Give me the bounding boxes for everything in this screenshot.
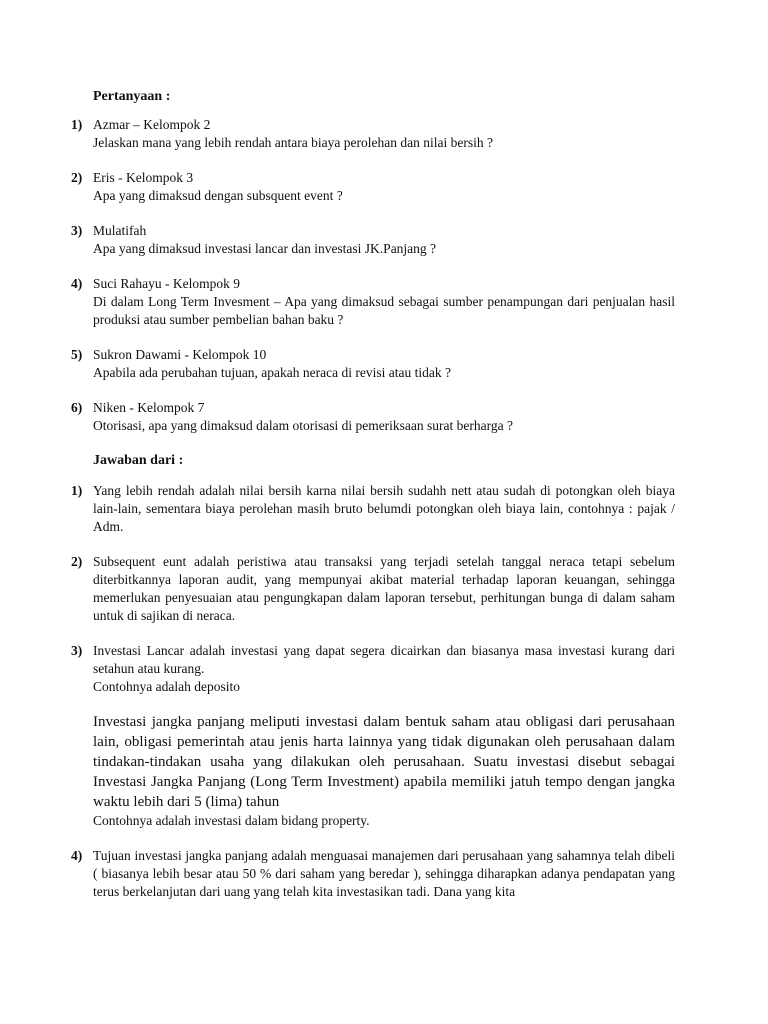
answers-heading: Jawaban dari :	[93, 453, 184, 468]
question-asker: Niken - Kelompok 7	[93, 400, 205, 415]
answer-example: Contohnya adalah investasi dalam bidang property.	[93, 813, 370, 828]
question-item-3	[71, 222, 675, 258]
question-text: Jelaskan mana yang lebih rendah antara biaya perolehan dan nilai bersih ?	[93, 135, 493, 150]
question-text: Otorisasi, apa yang dimaksud dalam otorisasi di pemeriksaan surat berharga ?	[93, 418, 514, 433]
question-number: 2)	[71, 170, 83, 185]
question-body	[93, 116, 675, 152]
answer-item-2	[71, 553, 675, 625]
question-body	[93, 275, 675, 329]
question-asker: Sukron Dawami - Kelompok 10	[93, 347, 267, 362]
question-item-6	[71, 399, 675, 435]
answer-number: 3)	[71, 643, 83, 658]
question-body	[93, 399, 675, 435]
answer-number: 2)	[71, 554, 83, 569]
question-body	[93, 169, 675, 205]
question-number: 6)	[71, 400, 83, 415]
question-item-5	[71, 346, 675, 382]
question-text: Di dalam Long Term Invesment – Apa yang dimaksud sebagai sumber penampungan dari penjualan hasil produksi atau sumber pembelian bahan baku ?	[93, 294, 675, 327]
question-asker: Azmar – Kelompok 2	[93, 117, 211, 132]
question-number: 4)	[71, 276, 83, 291]
answer-item-3	[71, 642, 675, 830]
question-asker: Suci Rahayu - Kelompok 9	[93, 276, 240, 291]
question-asker: Eris - Kelompok 3	[93, 170, 194, 185]
answer-text: Yang lebih rendah adalah nilai bersih karna nilai bersih sudahh nett atau sudah di potongkan oleh biaya lain-lain, sementara biaya perolehan masih bruto belumdi potongkan oleh biaya lain, contohnya : pajak / Adm.	[93, 483, 675, 534]
answer-text: Investasi Lancar adalah investasi yang dapat segera dicairkan dan biasanya masa investasi kurang dari setahun atau kurang.	[93, 643, 675, 676]
question-item-2	[71, 169, 675, 205]
questions-heading: Pertanyaan :	[93, 89, 171, 104]
question-text: Apa yang dimaksud dengan subsquent event ?	[93, 188, 343, 203]
question-number: 1)	[71, 117, 83, 132]
answer-item-1	[71, 482, 675, 536]
answer-example: Contohnya adalah deposito	[93, 679, 240, 694]
question-item-1	[71, 116, 675, 152]
question-item-4	[71, 275, 675, 329]
question-asker: Mulatifah	[93, 223, 147, 238]
question-body	[93, 346, 675, 382]
question-body	[93, 222, 675, 258]
answer-paragraph: Investasi jangka panjang meliputi investasi dalam bentuk saham atau obligasi dari perusahaan lain, obligasi pemerintah atau jenis harta lainnya yang tidak digunakan oleh perusahaan dalam tindakan-tindakan usaha yang dilakukan oleh perusahaan. Suatu investasi disebut sebagai Investasi Jangka Panjang (Long Term Investment) apabila memiliki jatuh tempo dengan jangka waktu lebih dari 5 (lima) tahun	[93, 714, 675, 810]
question-text: Apabila ada perubahan tujuan, apakah neraca di revisi atau tidak ?	[93, 365, 451, 380]
question-number: 3)	[71, 223, 83, 238]
answer-text: Subsequent eunt adalah peristiwa atau transaksi yang terjadi setelah tanggal neraca tetapi sebelum diterbitkannya laporan audit, yang mempunyai akibat material terhadap laporan keuangan, sehingga memerlukan penyesuaian atau pengungkapan dalam laporan tersebut, perhitungan bunga di dalam saham untuk di sajikan di neraca.	[93, 554, 675, 623]
answer-body	[93, 642, 675, 830]
question-number: 5)	[71, 347, 83, 362]
answer-text: Tujuan investasi jangka panjang adalah menguasai manajemen dari perusahaan yang sahamnya telah dibeli ( biasanya lebih besar atau 50 % dari saham yang beredar ), sehingga diharapkan adanya pendapatan yang terus berkelanjutan dari uang yang telah kita investasikan tadi. Dana yang kita	[93, 848, 675, 899]
question-text: Apa yang dimaksud investasi lancar dan investasi JK.Panjang ?	[93, 241, 437, 256]
answer-number: 4)	[71, 848, 83, 863]
answer-number: 1)	[71, 483, 83, 498]
answer-item-4	[71, 847, 675, 901]
